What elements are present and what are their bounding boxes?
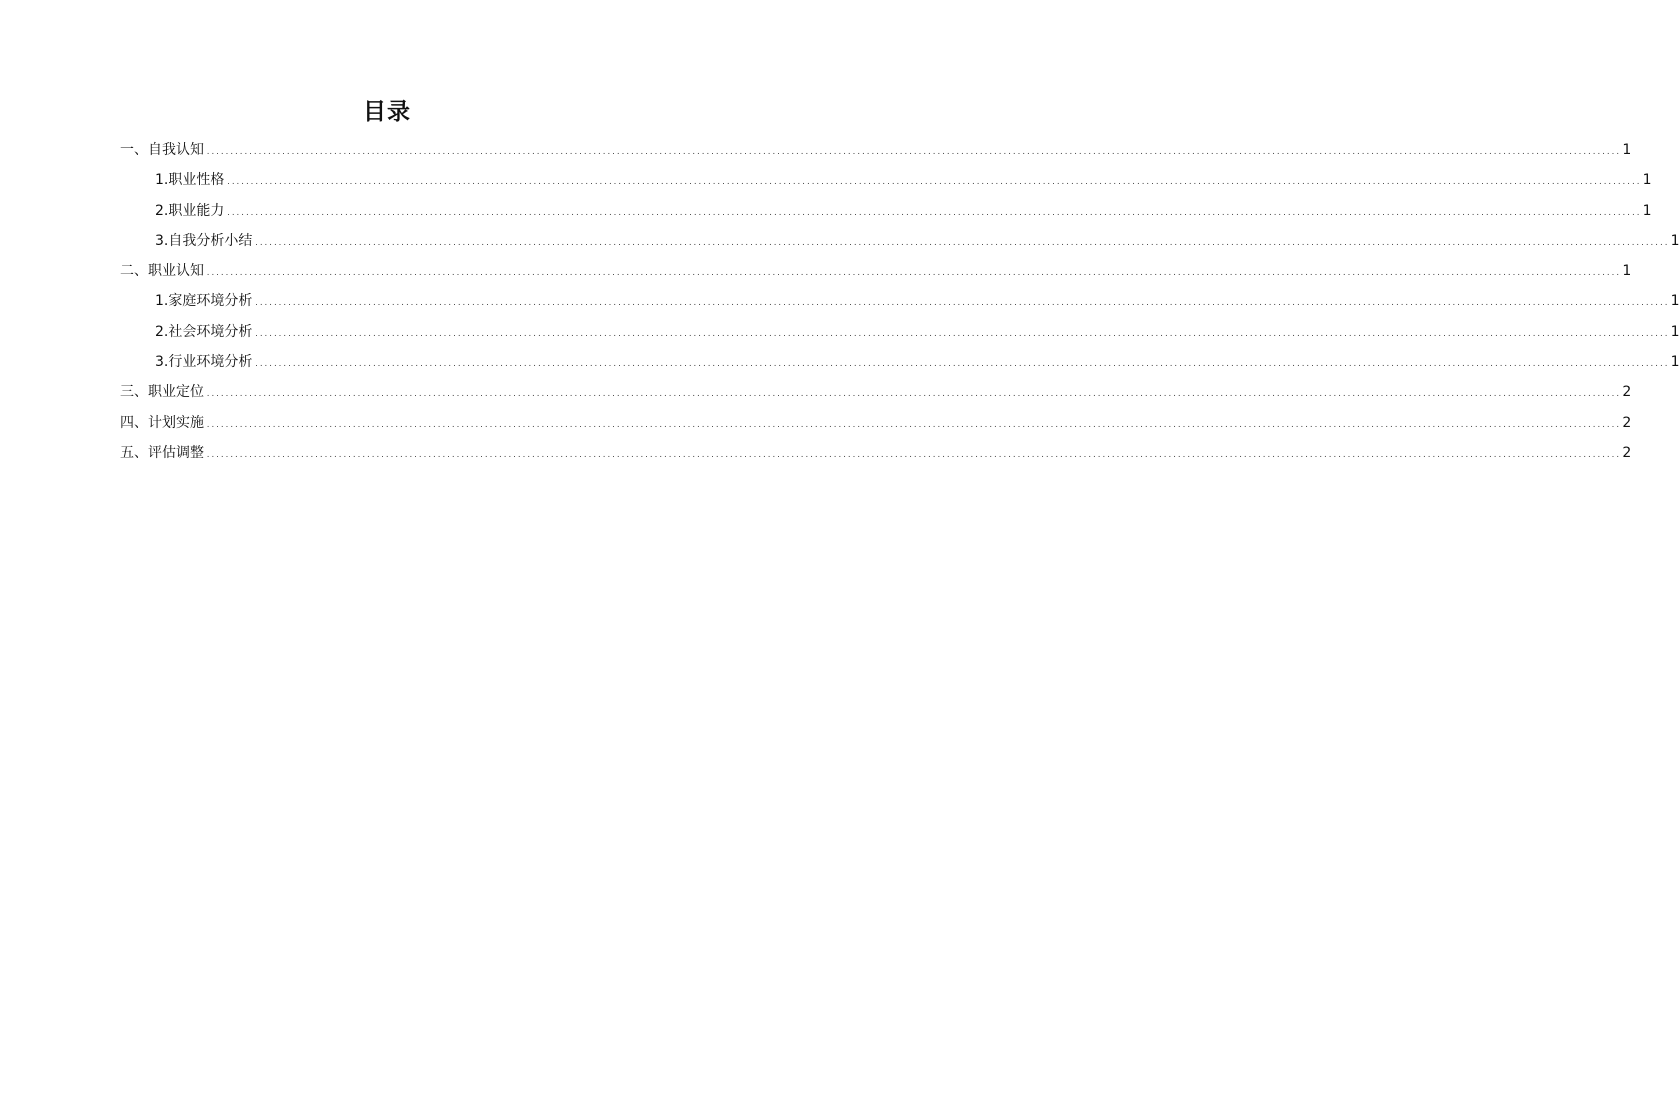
- toc-entry-label: 五、评估调整: [120, 444, 204, 461]
- toc-entry-label: 2.社会环境分析: [155, 323, 253, 340]
- toc-entry-label: 1.家庭环境分析: [155, 293, 253, 310]
- toc-entry-page: 1: [1622, 263, 1632, 280]
- toc-entry-page: 2: [1622, 444, 1632, 461]
- toc-entry[interactable]: [120, 409, 1632, 439]
- toc-entry-label: 3.自我分析小结: [155, 232, 253, 249]
- toc-entry[interactable]: [120, 348, 1680, 378]
- dot-leader: ............................................................................................................................................................................................................................................................................................................: [254, 329, 1669, 338]
- toc-entry-page: 1: [1622, 142, 1632, 158]
- toc-entry[interactable]: [120, 378, 1632, 408]
- toc-entry[interactable]: [120, 136, 1632, 166]
- toc-entry-page: 1: [1670, 323, 1680, 340]
- toc-entry[interactable]: [120, 257, 1632, 287]
- toc-entry-page: 1: [1642, 172, 1652, 189]
- toc-entry-page: 1: [1642, 202, 1652, 219]
- toc-entry-page: 1: [1670, 293, 1680, 310]
- dot-leader: ............................................................................................................................................................................................................................................................................................................: [206, 390, 1621, 399]
- toc-entry-page: 1: [1670, 232, 1680, 249]
- toc-entry[interactable]: [120, 227, 1680, 257]
- dot-leader: ............................................................................................................................................................................................................................................................................................................: [206, 269, 1621, 278]
- toc-entry-label: 三、职业定位: [120, 384, 204, 401]
- toc-entry-page: 2: [1622, 384, 1632, 401]
- dot-leader: ............................................................................................................................................................................................................................................................................................................: [206, 148, 1621, 156]
- toc-entry-label: 二、职业认知: [120, 263, 204, 280]
- toc-entry[interactable]: [120, 287, 1680, 317]
- toc-entry[interactable]: [120, 439, 1632, 469]
- page-title: 目录: [363, 99, 411, 125]
- toc-entry-page: 2: [1622, 414, 1632, 431]
- toc-entry-label: 1.职业性格: [155, 172, 225, 189]
- dot-leader: ............................................................................................................................................................................................................................................................................................................: [226, 178, 1641, 187]
- toc-entry-label: 3.行业环境分析: [155, 354, 253, 371]
- toc-entry[interactable]: [120, 197, 1652, 227]
- dot-leader: ............................................................................................................................................................................................................................................................................................................: [226, 208, 1641, 217]
- dot-leader: ............................................................................................................................................................................................................................................................................................................: [206, 420, 1621, 429]
- toc-entry[interactable]: [120, 318, 1680, 348]
- toc-entry-label: 一、自我认知: [120, 142, 204, 158]
- toc-entry-label: 四、计划实施: [120, 414, 204, 431]
- dot-leader: ............................................................................................................................................................................................................................................................................................................: [254, 238, 1669, 247]
- table-of-contents: [120, 136, 1680, 469]
- toc-entry[interactable]: [120, 166, 1652, 196]
- dot-leader: ............................................................................................................................................................................................................................................................................................................: [206, 450, 1621, 459]
- dot-leader: ............................................................................................................................................................................................................................................................................................................: [254, 299, 1669, 308]
- dot-leader: ............................................................................................................................................................................................................................................................................................................: [254, 360, 1669, 369]
- toc-entry-page: 1: [1670, 354, 1680, 371]
- toc-entry-label: 2.职业能力: [155, 202, 225, 219]
